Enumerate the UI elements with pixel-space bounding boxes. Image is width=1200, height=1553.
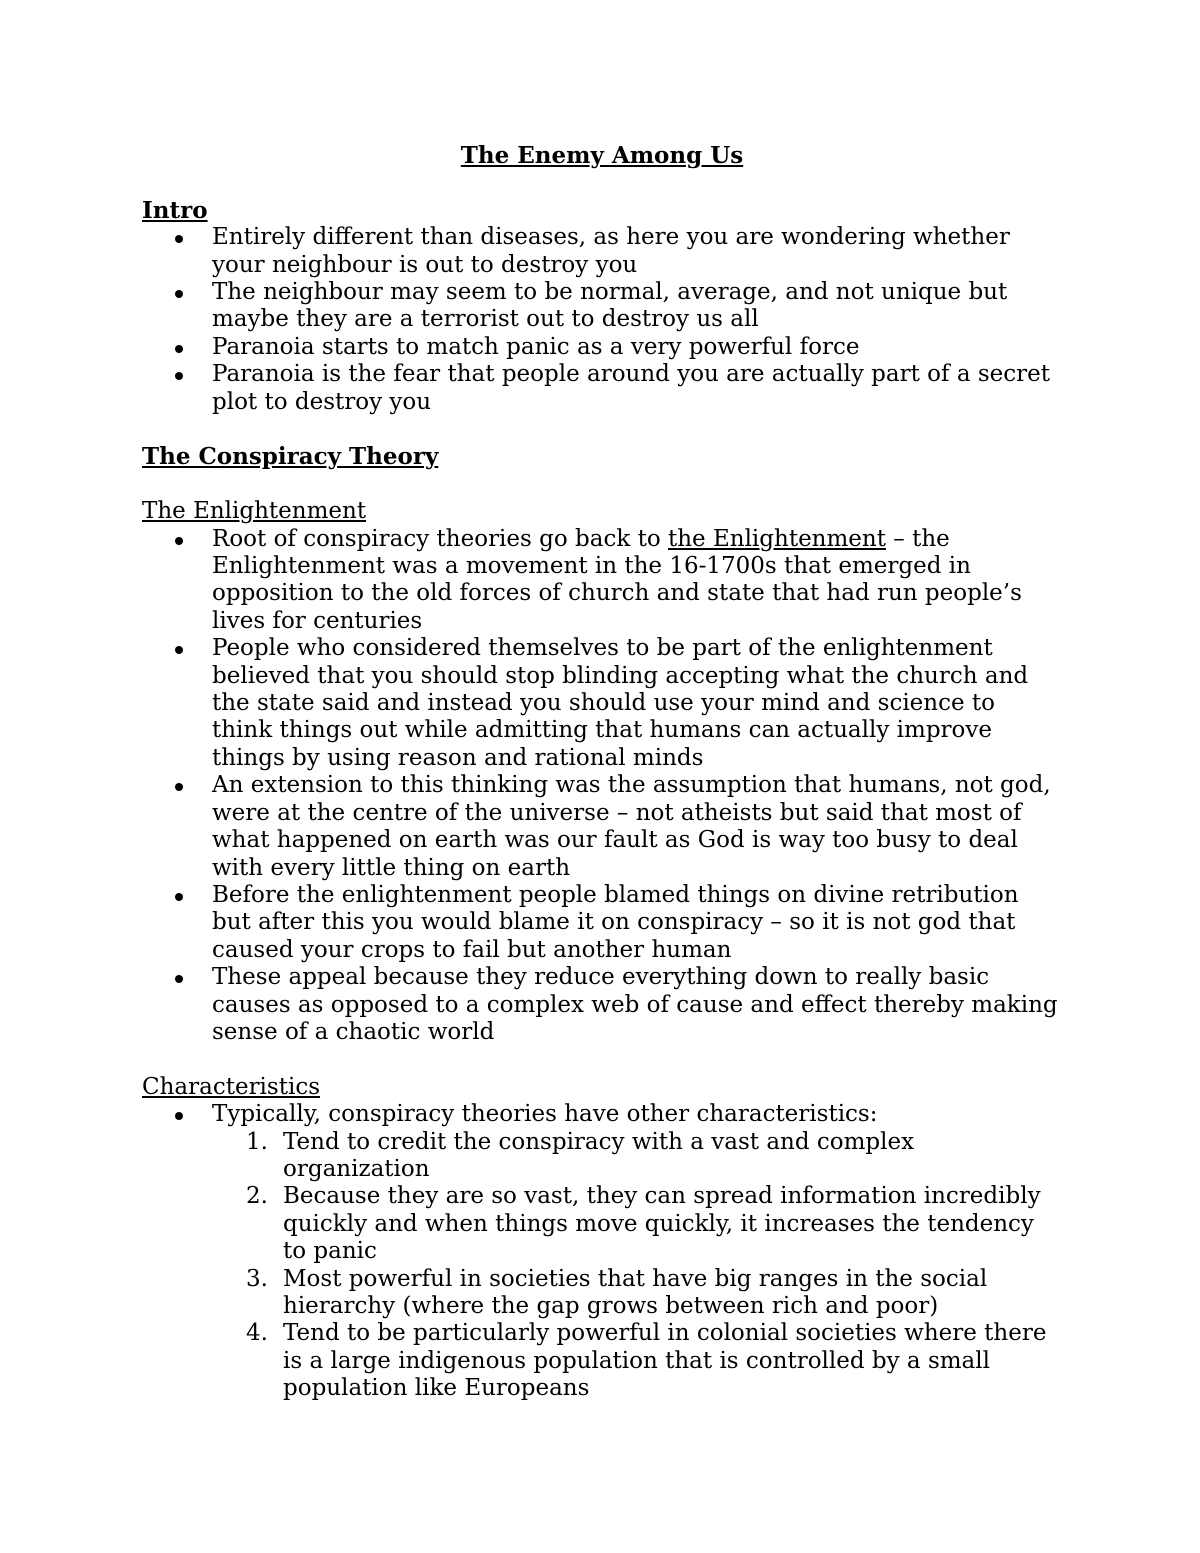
bullet-icon <box>175 1112 183 1120</box>
list-item: 4. Tend to be particularly powerful in colonial societies where there is a large indigenous population that is controlled by a small population like Europeans <box>246 1320 1047 1402</box>
bullet-icon <box>175 975 183 983</box>
list-number: 3. <box>246 1265 268 1292</box>
list-number: 2. <box>246 1183 268 1210</box>
list-item: 1. Tend to credit the conspiracy with a vast and complex organization <box>246 1128 915 1182</box>
intro-bullet-list <box>142 224 1062 416</box>
list-item: People who considered themselves to be part of the enlightenment believed that you should stop blinding accepting what the church and the state said and instead you should use your mind and science to think things out while admitting that humans can actually improve things by using reason and rational minds <box>142 635 1062 772</box>
characteristics-numbered-list <box>142 1129 1062 1403</box>
bullet-icon <box>175 235 183 243</box>
list-item: Paranoia starts to match panic as a very powerful force <box>142 334 1062 361</box>
list-item: Before the enlightenment people blamed things on divine retribution but after this you would blame it on conspiracy – so it is not god that caused your crops to fail but another human <box>142 882 1062 964</box>
bullet-icon <box>175 537 183 545</box>
list-item: Root of conspiracy theories go back to the Enlightenment – the Enlightenment was a movement in the 16-1700s that emerged in opposition to the old forces of church and state that had run people’s lives for centuries <box>142 526 1062 636</box>
enlightenment-heading: The Enlightenment <box>142 498 367 525</box>
list-item: These appeal because they reduce everything down to really basic causes as opposed to a complex web of cause and effect thereby making sense of a chaotic world <box>142 964 1062 1046</box>
list-item: An extension to this thinking was the assumption that humans, not god, were at the centre of the universe – not atheists but said that most of what happened on earth was our fault as God is way too busy to deal with every little thing on earth <box>142 772 1062 882</box>
intro-heading: Intro <box>142 196 208 224</box>
paragraph-spacer <box>142 471 1062 498</box>
list-item: Typically, conspiracy theories have other characteristics: <box>142 1101 1062 1128</box>
document-title: The Enemy Among Us <box>460 142 744 169</box>
list-number: 4. <box>246 1320 268 1347</box>
bullet-icon <box>175 646 183 654</box>
paragraph-spacer <box>142 1046 1062 1073</box>
list-item: 2. Because they are so vast, they can spread information incredibly quickly and when things move quickly, it increases the tendency to panic <box>246 1183 1041 1265</box>
paragraph-spacer <box>142 416 1062 443</box>
enlightenment-bullet-list <box>142 526 1062 1047</box>
list-item: Paranoia is the fear that people around you are actually part of a secret plot to destroy you <box>142 361 1062 416</box>
list-number: 1. <box>246 1128 268 1155</box>
list-item: Entirely different than diseases, as here you are wondering whether your neighbour is out to destroy you <box>142 224 1062 279</box>
list-item: The neighbour may seem to be normal, average, and not unique but maybe they are a terrorist out to destroy us all <box>142 279 1062 334</box>
bullet-icon <box>175 345 183 353</box>
conspiracy-theory-heading: The Conspiracy Theory <box>142 443 439 471</box>
characteristics-heading: Characteristics <box>142 1073 321 1100</box>
bullet-icon <box>175 372 183 380</box>
characteristics-bullet-list <box>142 1101 1062 1128</box>
list-item: 3. Most powerful in societies that have big ranges in the social hierarchy (where the gap grows between rich and poor) <box>246 1265 988 1319</box>
document-page <box>142 142 1062 1403</box>
bullet-icon <box>175 783 183 791</box>
enlightenment-underlined-term: the Enlightenment <box>668 525 886 552</box>
bullet-icon <box>175 290 183 298</box>
bullet-icon <box>175 893 183 901</box>
